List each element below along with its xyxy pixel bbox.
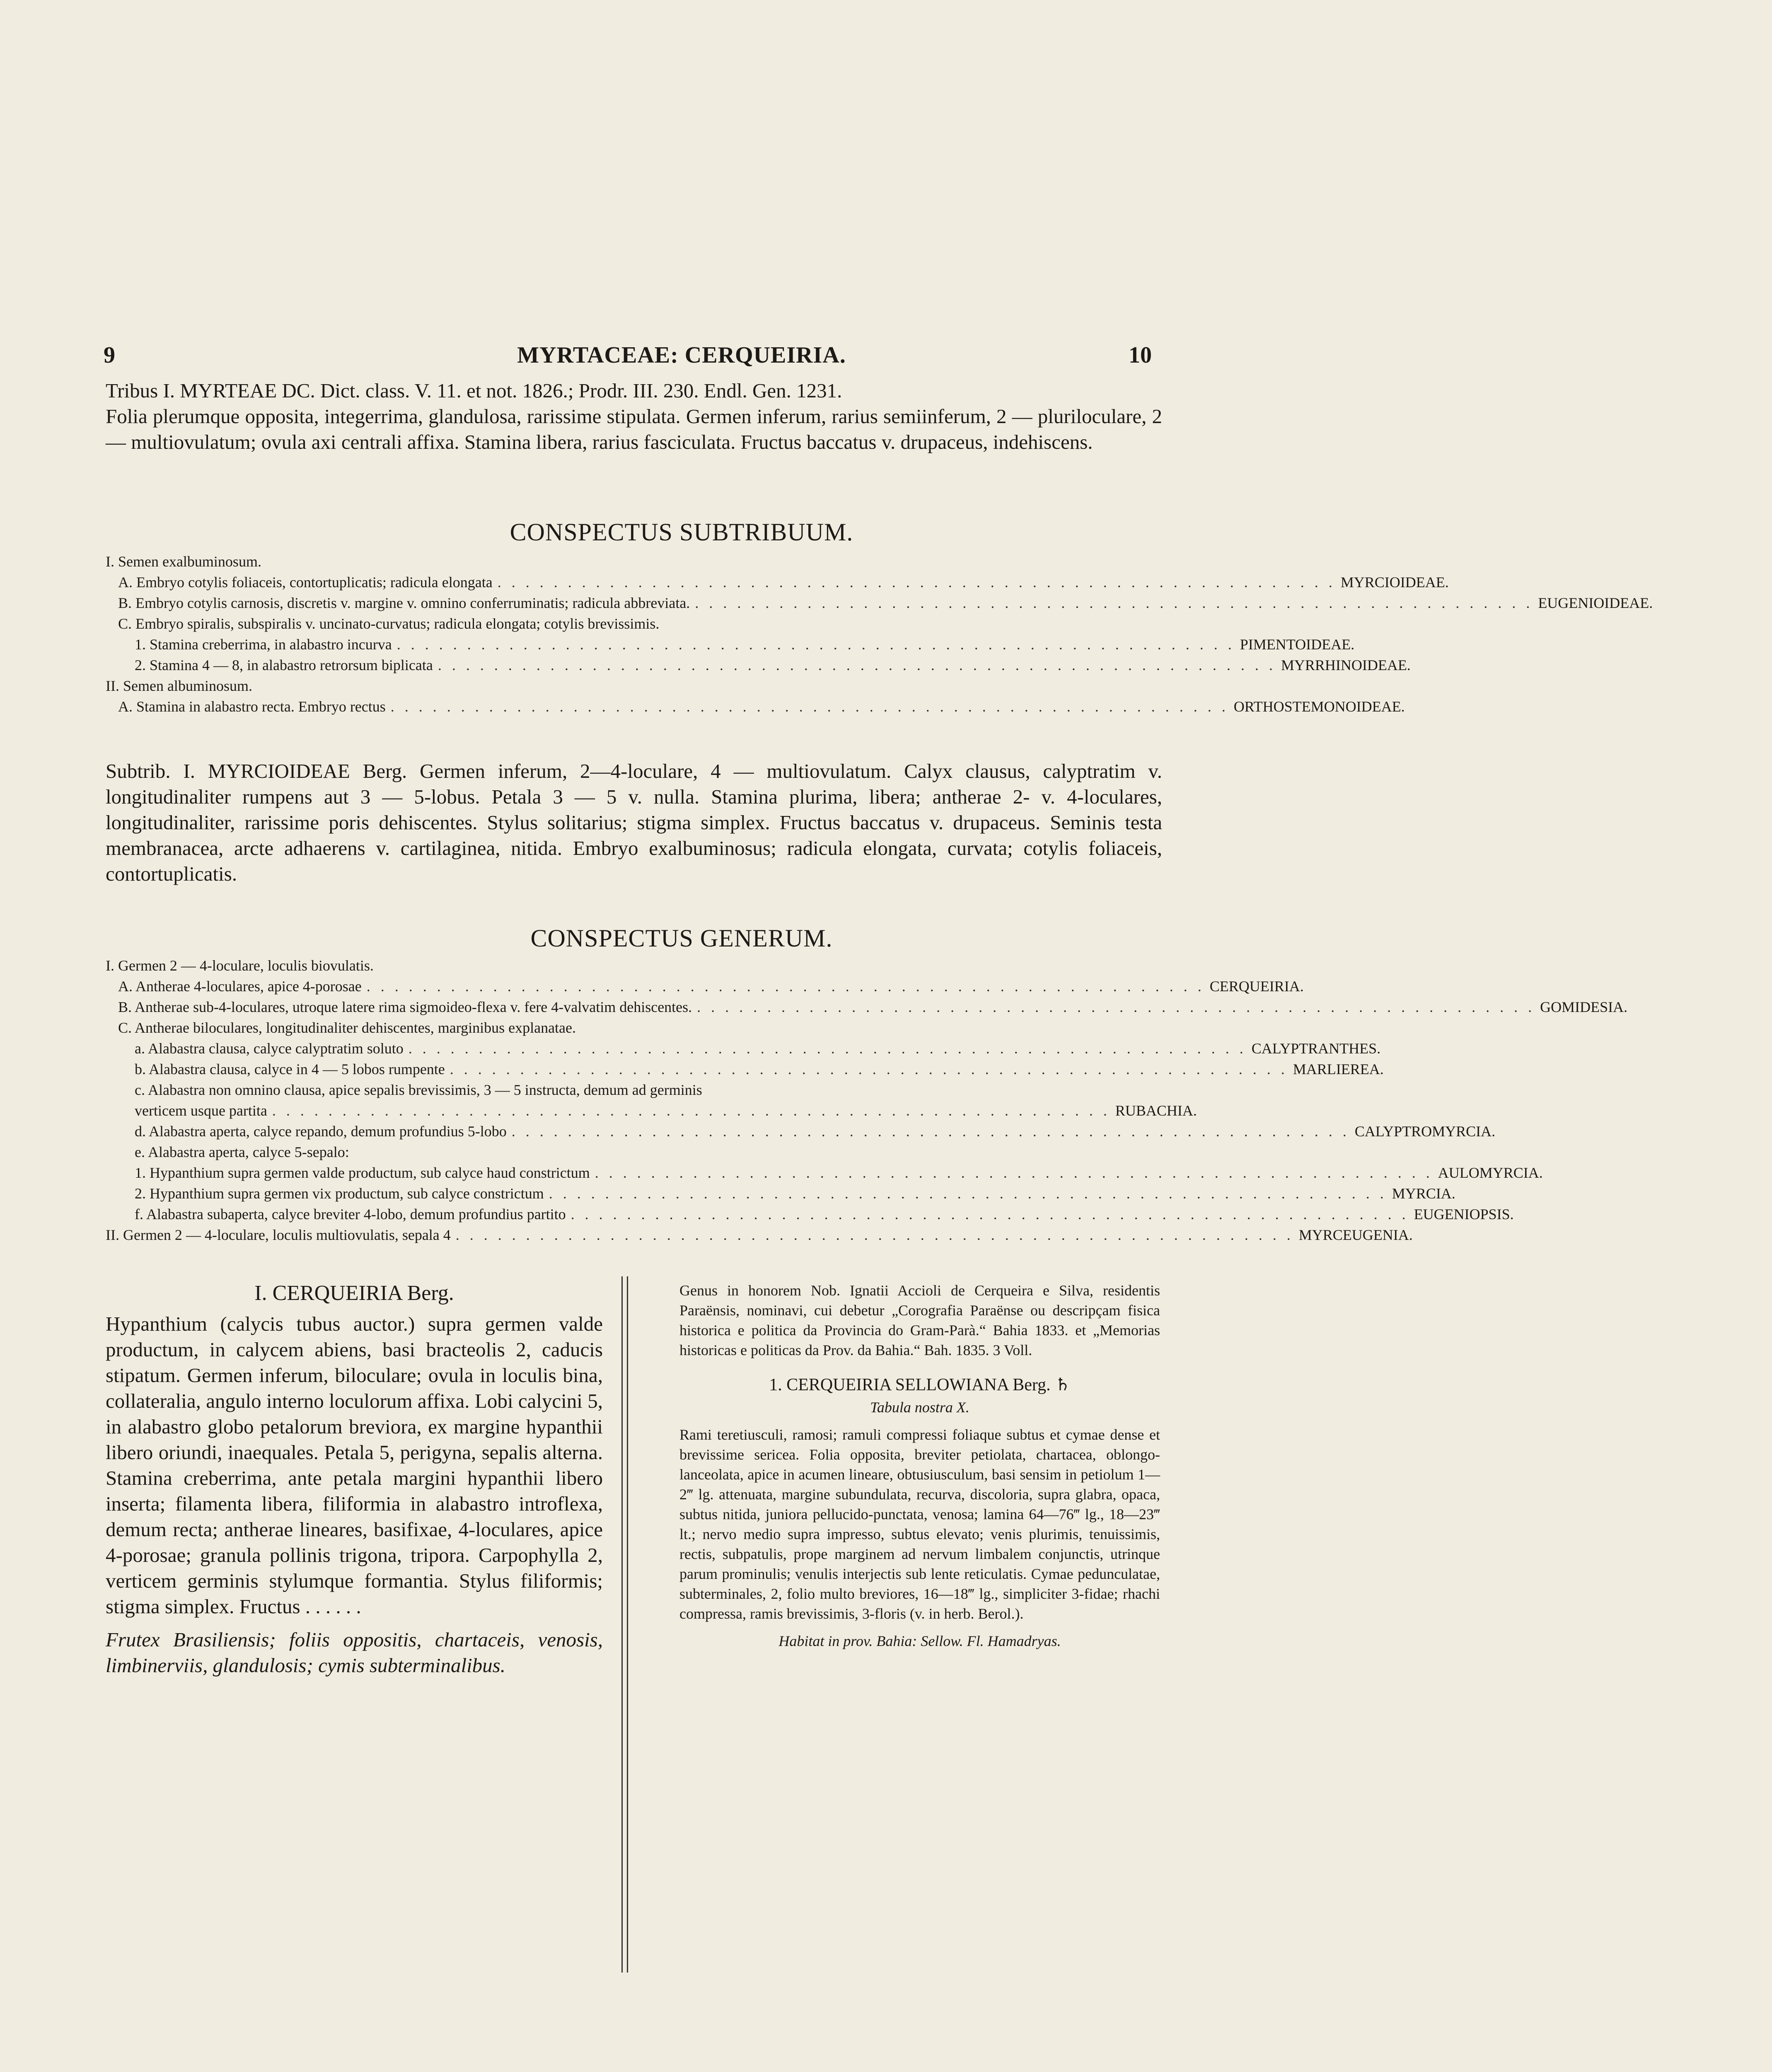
- genus-key-row: [106, 1142, 1162, 1162]
- row-taxon: MYRCIOIDEAE.: [1340, 574, 1449, 591]
- tribe-heading: Tribus I. MYRTEAE DC. Dict. class. V. 11. et not. 1826.; Prodr. III. 230. Endl. Gen. 1231.: [106, 379, 842, 402]
- row-label: II. Semen albuminosum.: [106, 678, 252, 694]
- row-label: B. Embryo cotylis carnosis, discretis v. margine v. omnino conferruminatis; radicula abbreviata.: [118, 595, 690, 611]
- row-taxon: EUGENIOPSIS.: [1414, 1206, 1514, 1222]
- genus-key-row: [106, 997, 1628, 1017]
- subtribe-key-row: [106, 696, 1405, 717]
- page-number-right: 10: [1129, 342, 1152, 368]
- conspectus-subtribuum-table: [106, 551, 1653, 717]
- subtribe-description: Subtrib. I. MYRCIOIDEAE Berg. Germen inferum, 2—4-loculare, 4 — multiovulatum. Calyx clausus, calyptratim v. longitudinaliter rumpens aut 3 — 5-lobus. Petala 3 — 5 v. nulla. Stamina plurima, libera; antherae 2- v. 4-loculares, longitudinaliter, rarissime poris dehiscentes. Stylus solitarius; stigma simplex. Fructus baccatus v. drupaceus. Seminis testa membranacea, arcte adhaerens v. cartilaginea, nitida. Embryo exalbuminosus; radicula elongata, curvata; cotylis foliaceis, contortuplicatis.: [106, 760, 1162, 885]
- dot-leader: . . . . . . . . . . . . . . . . . . . . . . . . . . . . . . . . . . . . . . . . . . . . . . . . . . . . . . . . . . . .: [455, 1227, 1294, 1243]
- conspectus-subtribuum-title: CONSPECTUS SUBTRIBUUM.: [510, 518, 853, 546]
- genus-column: [106, 1280, 603, 1686]
- species-heading: 1. CERQUEIRIA SELLOWIANA Berg. ♄: [769, 1375, 1071, 1394]
- row-taxon: CALYPTROMYRCIA.: [1354, 1123, 1496, 1140]
- genus-key-row: [106, 1038, 1381, 1059]
- page-number-left: 9: [104, 342, 115, 368]
- genus-key-row: [106, 1059, 1384, 1080]
- genus-key-row: [106, 1017, 1162, 1038]
- genus-heading: I. CERQUEIRIA Berg.: [254, 1281, 454, 1305]
- conspectus-generum-table: [106, 955, 1628, 1245]
- row-taxon: CALYPTRANTHES.: [1251, 1040, 1381, 1057]
- dot-leader: . . . . . . . . . . . . . . . . . . . . . . . . . . . . . . . . . . . . . . . . . . . . . . . . . . . . . . . . . . . .: [697, 999, 1535, 1015]
- column-divider: [621, 1276, 628, 1973]
- dot-leader: . . . . . . . . . . . . . . . . . . . . . . . . . . . . . . . . . . . . . . . . . . . . . . . . . . . . . . . . . . . .: [408, 1040, 1247, 1057]
- row-taxon: GOMIDESIA.: [1540, 999, 1628, 1015]
- tribe-description: [106, 378, 1162, 455]
- row-taxon: ORTHOSTEMONOIDEAE.: [1233, 698, 1405, 715]
- row-label: b. Alabastra clausa, calyce in 4 — 5 lobos rumpente: [135, 1061, 445, 1077]
- row-label: d. Alabastra aperta, calyce repando, demum profundius 5-lobo: [135, 1123, 507, 1140]
- conspectus-generum-title: CONSPECTUS GENERUM.: [530, 925, 833, 952]
- row-label: I. Semen exalbuminosum.: [106, 553, 261, 570]
- genus-key-row: [106, 955, 1162, 976]
- genus-description: Hypanthium (calycis tubus auctor.) supra germen valde productum, in calycem abiens, basi bracteolis 2, caducis stipatum. Germen inferum, biloculare; ovula in loculis bina, collateralia, angulo interno loculorum affixa. Lobi calycini 5, in alabastro globo petalorum breviora, ex margine hypanthii libero oriundi, inaequales. Petala 5, perigyna, sepalis alterna. Stamina creberrima, ante petala margini hypanthii libero inserta; filamenta libera, filiformia in alabastro introflexa, demum recta; antherae lineares, basifixae, 4-loculares, apice 4-porosae; granula pollinis trigona, tripora. Carpophylla 2, verticem germinis stylumque formantia. Stylus filiformis; stigma simplex. Fructus . . . . . .: [106, 1312, 603, 1618]
- dot-leader: . . . . . . . . . . . . . . . . . . . . . . . . . . . . . . . . . . . . . . . . . . . . . . . . . . . . . . . . . . . .: [272, 1102, 1110, 1119]
- genus-key-row: [106, 1080, 1162, 1100]
- subtribe-key-row: [106, 675, 1162, 696]
- genus-key-row: [106, 1204, 1514, 1225]
- row-label: 2. Hypanthium supra germen vix productum, sub calyce constrictum: [135, 1185, 544, 1202]
- row-taxon: PIMENTOIDEAE.: [1240, 636, 1355, 653]
- subtribe-key-row: [106, 655, 1411, 675]
- dot-leader: . . . . . . . . . . . . . . . . . . . . . . . . . . . . . . . . . . . . . . . . . . . . . . . . . . . . . . . . . . . .: [695, 595, 1533, 611]
- subtribe-key-row: [106, 551, 1162, 572]
- dot-leader: . . . . . . . . . . . . . . . . . . . . . . . . . . . . . . . . . . . . . . . . . . . . . . . . . . . . . . . . . . . .: [511, 1123, 1350, 1140]
- row-taxon: RUBACHIA.: [1115, 1102, 1197, 1119]
- dot-leader: . . . . . . . . . . . . . . . . . . . . . . . . . . . . . . . . . . . . . . . . . . . . . . . . . . . . . . . . . . . .: [450, 1061, 1288, 1077]
- genus-etymology-note: Genus in honorem Nob. Ignatii Accioli de Cerqueira e Silva, residentis Paraënsis, nominavi, cui debetur „Corografia Paraënse ou descripçam fisica historica e politica da Provincia do Gram-Parà.“ Bahia 1833. et „Memorias historicas e politicas da Prov. da Bahia.“ Bah. 1835. 3 Voll.: [679, 1282, 1160, 1358]
- subtribe-key-row: [106, 613, 1162, 634]
- species-description: Rami teretiusculi, ramosi; ramuli compressi foliaque subtus et cymae dense et brevissime sericea. Folia opposita, breviter petiolata, chartacea, oblongo-lanceolata, apice in acumen lineare, obtusiusculum, basi sensim in petiolum 1—2‴ lg. attenuata, margine subundulata, recurva, discoloria, supra glabra, opaca, subtus nitida, juniora pellucido-punctata, venosa; lamina 64—76‴ lg., 18—23‴ lt.; nervo medio supra impresso, subtus elevato; venis plurimis, tenuissimis, rectis, subpatulis, prope marginem ad nervum limbalem conjunctis, utrinque parum prominulis; venulis interjectis sub lente reticulatis. Cymae pedunculatae, subterminales, 2, folio multo breviores, 16—18‴ lg., simpliciter 3-fidae; rhachi compressa, ramis brevissimis, 3-floris (v. in herb. Berol.).: [679, 1426, 1160, 1622]
- row-label: A. Stamina in alabastro recta. Embryo rectus: [118, 698, 386, 715]
- row-label: C. Antherae biloculares, longitudinaliter dehiscentes, marginibus explanatae.: [118, 1019, 576, 1036]
- row-taxon: MYRCEUGENIA.: [1298, 1227, 1413, 1243]
- row-label: II. Germen 2 — 4-loculare, loculis multiovulatis, sepala 4: [106, 1227, 451, 1243]
- row-label: verticem usque partita: [135, 1102, 267, 1119]
- running-head: [0, 342, 1363, 371]
- habitat-note: Habitat in prov. Bahia: Sellow. Fl. Hamadryas.: [778, 1633, 1061, 1649]
- row-label: 1. Stamina creberrima, in alabastro incurva: [135, 636, 392, 653]
- row-label: A. Antherae 4-loculares, apice 4-porosae: [118, 978, 362, 995]
- dot-leader: . . . . . . . . . . . . . . . . . . . . . . . . . . . . . . . . . . . . . . . . . . . . . . . . . . . . . . . . . . . .: [390, 698, 1229, 715]
- row-label: A. Embryo cotylis foliaceis, contortuplicatis; radicula elongata: [118, 574, 493, 591]
- genus-diagnosis: Frutex Brasiliensis; foliis oppositis, chartaceis, venosis, limbinerviis, glandulosis; cymis subterminalibus.: [106, 1628, 603, 1677]
- dot-leader: . . . . . . . . . . . . . . . . . . . . . . . . . . . . . . . . . . . . . . . . . . . . . . . . . . . . . . . . . . . .: [549, 1185, 1387, 1202]
- subtribe-key-row: [106, 572, 1449, 593]
- row-taxon: CERQUEIRIA.: [1209, 978, 1304, 995]
- row-taxon: MYRCIA.: [1392, 1185, 1455, 1202]
- dot-leader: . . . . . . . . . . . . . . . . . . . . . . . . . . . . . . . . . . . . . . . . . . . . . . . . . . . . . . . . . . . .: [595, 1164, 1433, 1181]
- row-label: 2. Stamina 4 — 8, in alabastro retrorsum biplicata: [135, 657, 433, 673]
- row-taxon: EUGENIOIDEAE.: [1538, 595, 1653, 611]
- genus-key-row: [106, 1121, 1496, 1142]
- tribe-text: Folia plerumque opposita, integerrima, glandulosa, rarissime stipulata. Germen inferum, rarius semiinferum, 2 — pluriloculare, 2 — multiovulatum; ovula axi centrali affixa. Stamina libera, rarius fasciculata. Fructus baccatus v. drupaceus, indehiscens.: [106, 405, 1162, 453]
- row-label: a. Alabastra clausa, calyce calyptratim soluto: [135, 1040, 404, 1057]
- row-label: B. Antherae sub-4-loculares, utroque latere rima sigmoideo-flexa v. fere 4-valvatim dehiscentes.: [118, 999, 692, 1015]
- dot-leader: . . . . . . . . . . . . . . . . . . . . . . . . . . . . . . . . . . . . . . . . . . . . . . . . . . . . . . . . . . . .: [366, 978, 1205, 995]
- row-taxon: MARLIEREA.: [1293, 1061, 1384, 1077]
- genus-key-row: [106, 976, 1304, 997]
- genus-key-row: [106, 1225, 1413, 1245]
- genus-key-row: [106, 1100, 1197, 1121]
- subtribe-key-row: [106, 634, 1355, 655]
- row-label: C. Embryo spiralis, subspiralis v. uncinato-curvatus; radicula elongata; cotylis brevissimis.: [118, 615, 660, 632]
- subtribe-key-row: [106, 593, 1653, 613]
- dot-leader: . . . . . . . . . . . . . . . . . . . . . . . . . . . . . . . . . . . . . . . . . . . . . . . . . . . . . . . . . . . .: [571, 1206, 1409, 1222]
- genus-key-row: [106, 1183, 1455, 1204]
- row-taxon: AULOMYRCIA.: [1438, 1164, 1543, 1181]
- plate-reference: Tabula nostra X.: [870, 1399, 969, 1416]
- row-taxon: MYRRHINOIDEAE.: [1281, 657, 1411, 673]
- dot-leader: . . . . . . . . . . . . . . . . . . . . . . . . . . . . . . . . . . . . . . . . . . . . . . . . . . . . . . . . . . . .: [497, 574, 1336, 591]
- running-head-title: MYRTACEAE: CERQUEIRIA.: [517, 342, 846, 368]
- row-label: c. Alabastra non omnino clausa, apice sepalis brevissimis, 3 — 5 instructa, demum ad germinis: [135, 1082, 702, 1098]
- row-label: e. Alabastra aperta, calyce 5-sepalo:: [135, 1144, 349, 1160]
- row-label: f. Alabastra subaperta, calyce breviter 4-lobo, demum profundius partito: [135, 1206, 566, 1222]
- genus-key-row: [106, 1162, 1543, 1183]
- dot-leader: . . . . . . . . . . . . . . . . . . . . . . . . . . . . . . . . . . . . . . . . . . . . . . . . . . . . . . . . . . . .: [438, 657, 1276, 673]
- row-label: I. Germen 2 — 4-loculare, loculis biovulatis.: [106, 957, 374, 974]
- species-column: [679, 1280, 1160, 1658]
- dot-leader: . . . . . . . . . . . . . . . . . . . . . . . . . . . . . . . . . . . . . . . . . . . . . . . . . . . . . . . . . . . .: [396, 636, 1235, 653]
- row-label: 1. Hypanthium supra germen valde productum, sub calyce haud constrictum: [135, 1164, 590, 1181]
